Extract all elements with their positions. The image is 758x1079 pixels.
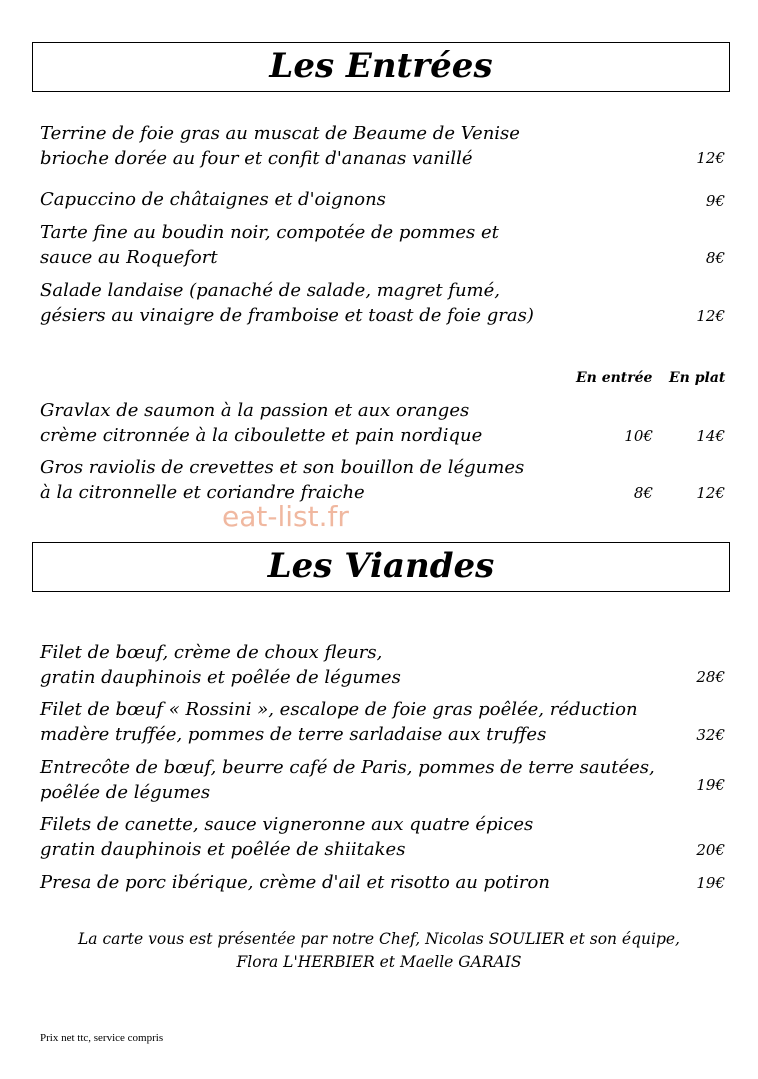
list-item [40,870,730,895]
column-header-entree: En entrée [576,370,653,386]
entrees-title: Les Entrées [32,42,730,92]
item-price: 20€ [696,841,725,859]
item-price: 19€ [696,776,725,794]
item-price-entree: 10€ [624,427,653,445]
list-item [40,187,730,212]
item-line: Tarte fine au boudin noir, compotée de pommes et [40,222,499,243]
item-line: Filet de bœuf « Rossini », escalope de foie gras poêlée, réduction [40,699,638,720]
item-line: gratin dauphinois et poêlée de shiitakes [40,839,406,860]
item-line: Gravlax de saumon à la passion et aux oranges [40,400,470,421]
list-item [40,121,730,171]
item-price: 12€ [696,307,725,325]
list-item [40,697,730,747]
chef-credit-line: Flora L'HERBIER et Maelle GARAIS [236,953,522,971]
item-price: 12€ [696,149,725,167]
item-price: 32€ [696,726,725,744]
item-line: brioche dorée au four et confit d'ananas vanillé [40,148,473,169]
list-item [40,455,730,505]
viandes-title: Les Viandes [32,542,730,592]
item-price: 28€ [696,668,725,686]
item-line: à la citronnelle et coriandre fraiche [40,482,365,503]
item-line: Gros raviolis de crevettes et son bouillon de légumes [40,457,525,478]
chef-credit-line: La carte vous est présentée par notre Chef, Nicolas SOULIER et son équipe, [78,930,680,948]
item-line: poêlée de légumes [40,782,211,803]
item-price-entree: 8€ [633,484,653,502]
item-line: sauce au Roquefort [40,247,218,268]
item-line: Filet de bœuf, crème de choux fleurs, [40,642,383,663]
list-item [40,278,730,328]
item-line: Terrine de foie gras au muscat de Beaume de Venise [40,123,520,144]
item-line: gratin dauphinois et poêlée de légumes [40,667,401,688]
list-item [40,220,730,270]
price-note: Prix net ttc, service compris [40,1032,164,1044]
item-line: Capuccino de châtaignes et d'oignons [40,189,386,210]
item-price-plat: 14€ [696,427,725,445]
item-line: Presa de porc ibérique, crème d'ail et risotto au potiron [40,872,550,893]
item-line: crème citronnée à la ciboulette et pain nordique [40,425,483,446]
item-price-plat: 12€ [696,484,725,502]
item-price: 9€ [705,192,725,210]
list-item [40,812,730,862]
list-item [40,755,730,805]
list-item [40,640,730,690]
item-price: 8€ [705,249,725,267]
item-line: madère truffée, pommes de terre sarladaise aux truffes [40,724,547,745]
item-line: Salade landaise (panaché de salade, magret fumé, [40,280,501,301]
chef-credit [0,928,758,974]
item-line: Entrecôte de bœuf, beurre café de Paris, pommes de terre sautées, [40,757,655,778]
column-header-plat: En plat [669,370,726,386]
item-line: Filets de canette, sauce vigneronne aux quatre épices [40,814,534,835]
watermark: eat-list.fr [222,500,349,533]
item-line: gésiers au vinaigre de framboise et toast de foie gras) [40,305,534,326]
item-price: 19€ [696,874,725,892]
